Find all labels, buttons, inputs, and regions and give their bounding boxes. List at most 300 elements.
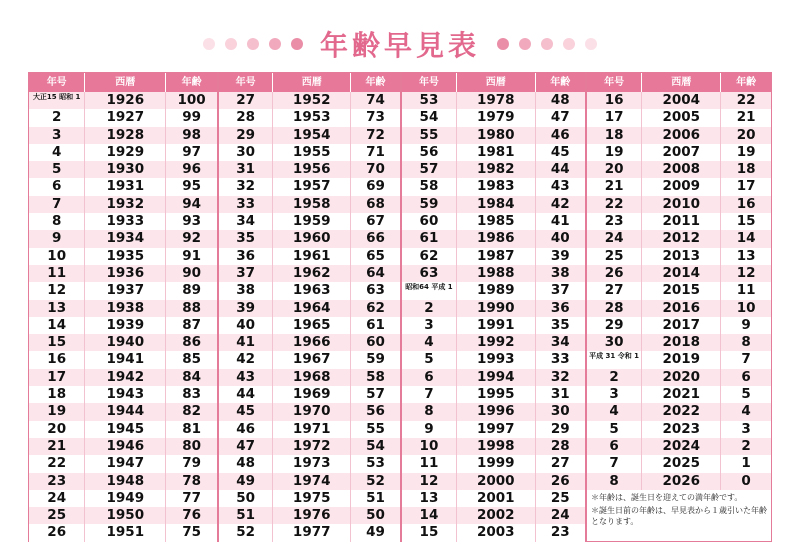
cell-age: 14 [736,230,756,247]
table-row [587,127,771,144]
cell-age: 31 [550,386,570,403]
cell-era: 16 [29,351,85,368]
table-row [219,524,400,541]
cell-era: 6 [587,438,642,455]
table-row [219,178,400,195]
cell-era: 17 [29,369,85,386]
cell-age: 65 [366,247,385,264]
table-row [402,490,585,507]
cell-age: 25 [550,489,570,506]
cell-era: 6 [29,178,85,195]
cell-era: 20 [29,421,85,438]
decor-dot [203,38,215,50]
table-row [587,230,771,247]
cell-era: 9 [402,421,457,438]
cell-era: 15 [402,524,457,541]
cell-western: 1980 [457,127,536,144]
cell-era: 11 [29,265,85,282]
table-row [402,144,585,161]
table-row [219,317,400,334]
cell-era: 60 [402,213,457,230]
cell-era: 41 [219,334,273,351]
cell-age: 85 [182,351,201,368]
cell-western: 1940 [85,334,166,351]
cell-era: 54 [402,109,457,126]
table-row [219,144,400,161]
cell-western: 1943 [85,386,166,403]
cell-age: 2 [741,437,751,454]
cell-age: 67 [366,213,385,230]
cell-age: 50 [366,507,385,524]
cell-era: 51 [219,507,273,524]
table-header [219,73,400,92]
table-row [402,351,585,368]
cell-western: 1963 [273,282,351,299]
table-row [29,92,217,109]
table-row [402,455,585,472]
cell-western: 2011 [642,213,721,230]
cell-age: 6 [741,368,751,385]
cell-western: 1957 [273,178,351,195]
column-header-age: 年齢 [365,77,386,88]
table-group-3 [401,72,586,542]
cell-western: 1931 [85,178,166,195]
column-header-age: 年齢 [181,77,202,88]
table-row [29,144,217,161]
cell-age: 15 [736,213,756,230]
table-row [402,213,585,230]
table-row [29,178,217,195]
table-row [219,473,400,490]
cell-western: 1948 [85,473,166,490]
cell-era: 12 [402,473,457,490]
table-row [219,230,400,247]
cell-age: 89 [182,282,201,299]
cell-era: 53 [402,92,457,109]
cell-age: 95 [182,178,201,195]
cell-age: 30 [550,403,570,420]
cell-western: 1952 [273,92,351,109]
cell-era: 7 [587,455,642,472]
table-row [402,248,585,265]
cell-western: 1927 [85,109,166,126]
cell-age: 38 [550,264,570,281]
table-row [219,248,400,265]
cell-western: 1929 [85,144,166,161]
table-row [587,92,771,109]
table-row [219,282,400,299]
cell-western: 1971 [273,421,351,438]
cell-age: 94 [182,195,201,212]
cell-era: 6 [402,369,457,386]
cell-age: 17 [736,178,756,195]
column-header-age: 年齢 [550,77,571,88]
cell-western: 1986 [457,230,536,247]
cell-era: 12 [29,282,85,299]
cell-age: 7 [741,351,751,368]
note-text: ＊年齢は、誕生日を迎えての満年齢です。 [591,492,743,502]
cell-era: 57 [402,161,457,178]
cell-age: 37 [550,282,570,299]
cell-age: 77 [182,489,201,506]
cell-western: 1928 [85,127,166,144]
table-row [402,403,585,420]
table-row [29,317,217,334]
cell-era: 49 [219,473,273,490]
cell-western: 1976 [273,507,351,524]
table-row [29,265,217,282]
note-text: ＊誕生日前の年齢は、早見表から１歳引いた年齢となります。 [591,505,767,526]
cell-era: 7 [29,196,85,213]
cell-age: 28 [550,437,570,454]
table-row [402,230,585,247]
cell-age: 34 [550,334,570,351]
cell-era: 24 [587,230,642,247]
cell-western: 1975 [273,490,351,507]
cell-era: 17 [587,109,642,126]
cell-western: 1962 [273,265,351,282]
cell-age: 52 [366,472,385,489]
cell-era: 47 [219,438,273,455]
cell-age: 91 [182,247,201,264]
cell-era: 30 [587,334,642,351]
column-header-western: 西暦 [642,73,721,92]
cell-western: 2012 [642,230,721,247]
table-row [219,334,400,351]
table-row [29,351,217,368]
cell-age: 71 [366,143,385,160]
cell-western: 1981 [457,144,536,161]
cell-western: 1974 [273,473,351,490]
cell-era: 44 [219,386,273,403]
table-row [29,230,217,247]
cell-western: 1982 [457,161,536,178]
cell-age: 11 [736,282,756,299]
table-row [29,507,217,524]
table-row [219,490,400,507]
cell-western: 1938 [85,300,166,317]
decor-dot [497,38,509,50]
cell-western: 1955 [273,144,351,161]
cell-age: 83 [182,386,201,403]
cell-age: 48 [550,92,570,108]
cell-age: 16 [736,195,756,212]
column-header-era: 年号 [219,73,273,92]
cell-era: 21 [587,178,642,195]
decor-dot [585,38,597,50]
cell-age: 44 [550,161,570,178]
table-row [587,455,771,472]
table-row [587,282,771,299]
cell-era: 8 [29,213,85,230]
decor-dot [225,38,237,50]
cell-western: 1970 [273,403,351,420]
cell-western: 1930 [85,161,166,178]
cell-age: 43 [550,178,570,195]
table-row [219,127,400,144]
cell-western: 2009 [642,178,721,195]
cell-era: 2 [29,109,85,126]
table-row [587,265,771,282]
decor-dot [269,38,281,50]
table-row [29,421,217,438]
cell-era: 10 [402,438,457,455]
cell-era: 48 [219,455,273,472]
table-row [402,507,585,524]
table-row [402,127,585,144]
cell-western: 1990 [457,300,536,317]
cell-western: 2008 [642,161,721,178]
cell-age: 12 [736,264,756,281]
table-row [402,334,585,351]
cell-era: 19 [29,403,85,420]
cell-age: 8 [741,334,751,351]
cell-era: 52 [219,524,273,541]
cell-era: 16 [587,92,642,109]
column-header-western: 西暦 [457,73,536,92]
table-row [402,317,585,334]
cell-age: 90 [182,264,201,281]
cell-western: 1936 [85,265,166,282]
cell-era: 22 [29,455,85,472]
cell-era: 28 [587,300,642,317]
cell-western: 1967 [273,351,351,368]
table-row [587,300,771,317]
cell-era: 27 [219,92,273,109]
cell-era: 11 [402,455,457,472]
table-row [587,196,771,213]
table-row [402,92,585,109]
cell-western: 1995 [457,386,536,403]
cell-western: 2006 [642,127,721,144]
cell-western: 1973 [273,455,351,472]
cell-age: 10 [736,299,756,316]
table-row [219,421,400,438]
cell-age: 72 [366,126,385,143]
table-row [219,300,400,317]
table-row [29,127,217,144]
cell-age: 74 [366,92,385,108]
cell-age: 3 [741,420,751,437]
cell-era: 40 [219,317,273,334]
table-row [587,421,771,438]
page-title: 年齢早見表 [319,29,480,62]
cell-era: 45 [219,403,273,420]
cell-age: 75 [182,524,201,541]
cell-age: 57 [366,386,385,403]
cell-era: 13 [29,300,85,317]
notes-box [587,490,771,525]
table-row [402,386,585,403]
cell-western: 1966 [273,334,351,351]
table-row [587,351,771,368]
cell-age: 4 [741,403,751,420]
table-header [402,73,585,92]
cell-era: 37 [219,265,273,282]
cell-era: 5 [402,351,457,368]
cell-era: 5 [587,421,642,438]
table-row [402,524,585,541]
cell-age: 32 [550,368,570,385]
cell-western: 1978 [457,92,536,109]
table-row [219,455,400,472]
table-row [219,403,400,420]
cell-age: 24 [550,507,570,524]
cell-western: 1997 [457,421,536,438]
table-row [402,109,585,126]
cell-western: 1953 [273,109,351,126]
table-row [29,300,217,317]
cell-age: 23 [550,524,570,541]
column-header-era: 年号 [587,73,642,92]
cell-western: 1961 [273,248,351,265]
cell-western: 1950 [85,507,166,524]
cell-age: 42 [550,195,570,212]
cell-western: 2022 [642,403,721,420]
cell-age: 35 [550,316,570,333]
cell-era: 33 [219,196,273,213]
cell-western: 1935 [85,248,166,265]
table-row [29,196,217,213]
cell-western: 2000 [457,473,536,490]
cell-era: 22 [587,196,642,213]
cell-era: 38 [219,282,273,299]
cell-western: 1987 [457,248,536,265]
cell-age: 5 [741,386,751,403]
cell-western: 1946 [85,438,166,455]
cell-western: 1984 [457,196,536,213]
cell-age: 54 [366,437,385,454]
cell-western: 1998 [457,438,536,455]
table-row [29,403,217,420]
table-row [29,109,217,126]
table-row [587,178,771,195]
cell-western: 2003 [457,524,536,541]
cell-age: 99 [182,109,201,126]
cell-age: 96 [182,161,201,178]
cell-age: 29 [550,420,570,437]
cell-era: 2 [587,369,642,386]
cell-western: 2004 [642,92,721,109]
cell-age: 51 [366,489,385,506]
cell-western: 1933 [85,213,166,230]
cell-era: 昭和64 平成 1 [402,282,457,299]
table-row [219,386,400,403]
cell-era: 23 [29,473,85,490]
table-row [402,196,585,213]
cell-age: 66 [366,230,385,247]
cell-age: 36 [550,299,570,316]
cell-age: 64 [366,264,385,281]
cell-era: 7 [402,386,457,403]
cell-era: 8 [402,403,457,420]
decor-dot [291,38,303,50]
cell-western: 1937 [85,282,166,299]
cell-western: 2023 [642,421,721,438]
cell-age: 0 [741,472,751,489]
cell-age: 39 [550,247,570,264]
cell-western: 2015 [642,282,721,299]
cell-age: 19 [736,143,756,160]
cell-era: 58 [402,178,457,195]
table-row [29,369,217,386]
cell-western: 1993 [457,351,536,368]
cell-western: 2016 [642,300,721,317]
cell-age: 61 [366,316,385,333]
table-row [29,490,217,507]
cell-western: 1991 [457,317,536,334]
table-row [219,196,400,213]
table-row [587,317,771,334]
cell-era: 35 [219,230,273,247]
cell-age: 63 [366,282,385,299]
cell-era: 19 [587,144,642,161]
cell-age: 73 [366,109,385,126]
cell-western: 1956 [273,161,351,178]
table-row [219,438,400,455]
cell-age: 59 [366,351,385,368]
decor-dot [541,38,553,50]
table-row [587,334,771,351]
cell-western: 2002 [457,507,536,524]
cell-age: 49 [366,524,385,541]
table-row [587,386,771,403]
cell-era: 8 [587,473,642,490]
cell-age: 81 [182,420,201,437]
cell-western: 2007 [642,144,721,161]
cell-age: 84 [182,368,201,385]
cell-era: 9 [29,230,85,247]
table-row [402,178,585,195]
cell-western: 1954 [273,127,351,144]
cell-western: 1994 [457,369,536,386]
table-row [29,282,217,299]
cell-era: 13 [402,490,457,507]
cell-western: 1968 [273,369,351,386]
cell-western: 1959 [273,213,351,230]
table-row [402,265,585,282]
cell-era: 39 [219,300,273,317]
table-row [587,473,771,490]
cell-western: 1985 [457,213,536,230]
cell-age: 27 [550,455,570,472]
cell-era: 32 [219,178,273,195]
cell-western: 1934 [85,230,166,247]
cell-era: 14 [29,317,85,334]
table-header [587,73,771,92]
cell-era: 46 [219,421,273,438]
cell-western: 1926 [85,92,166,109]
table-row [219,265,400,282]
cell-western: 1989 [457,282,536,299]
column-header-age: 年齢 [736,77,757,88]
cell-era: 29 [587,317,642,334]
cell-era: 3 [29,127,85,144]
cell-age: 13 [736,247,756,264]
cell-western: 1941 [85,351,166,368]
cell-western: 1958 [273,196,351,213]
table-row [29,213,217,230]
table-body [587,92,771,490]
cell-era: 4 [587,403,642,420]
cell-age: 76 [182,507,201,524]
cell-western: 1972 [273,438,351,455]
cell-western: 2021 [642,386,721,403]
table-row [29,334,217,351]
cell-era: 43 [219,369,273,386]
cell-western: 1979 [457,109,536,126]
table-row [219,109,400,126]
